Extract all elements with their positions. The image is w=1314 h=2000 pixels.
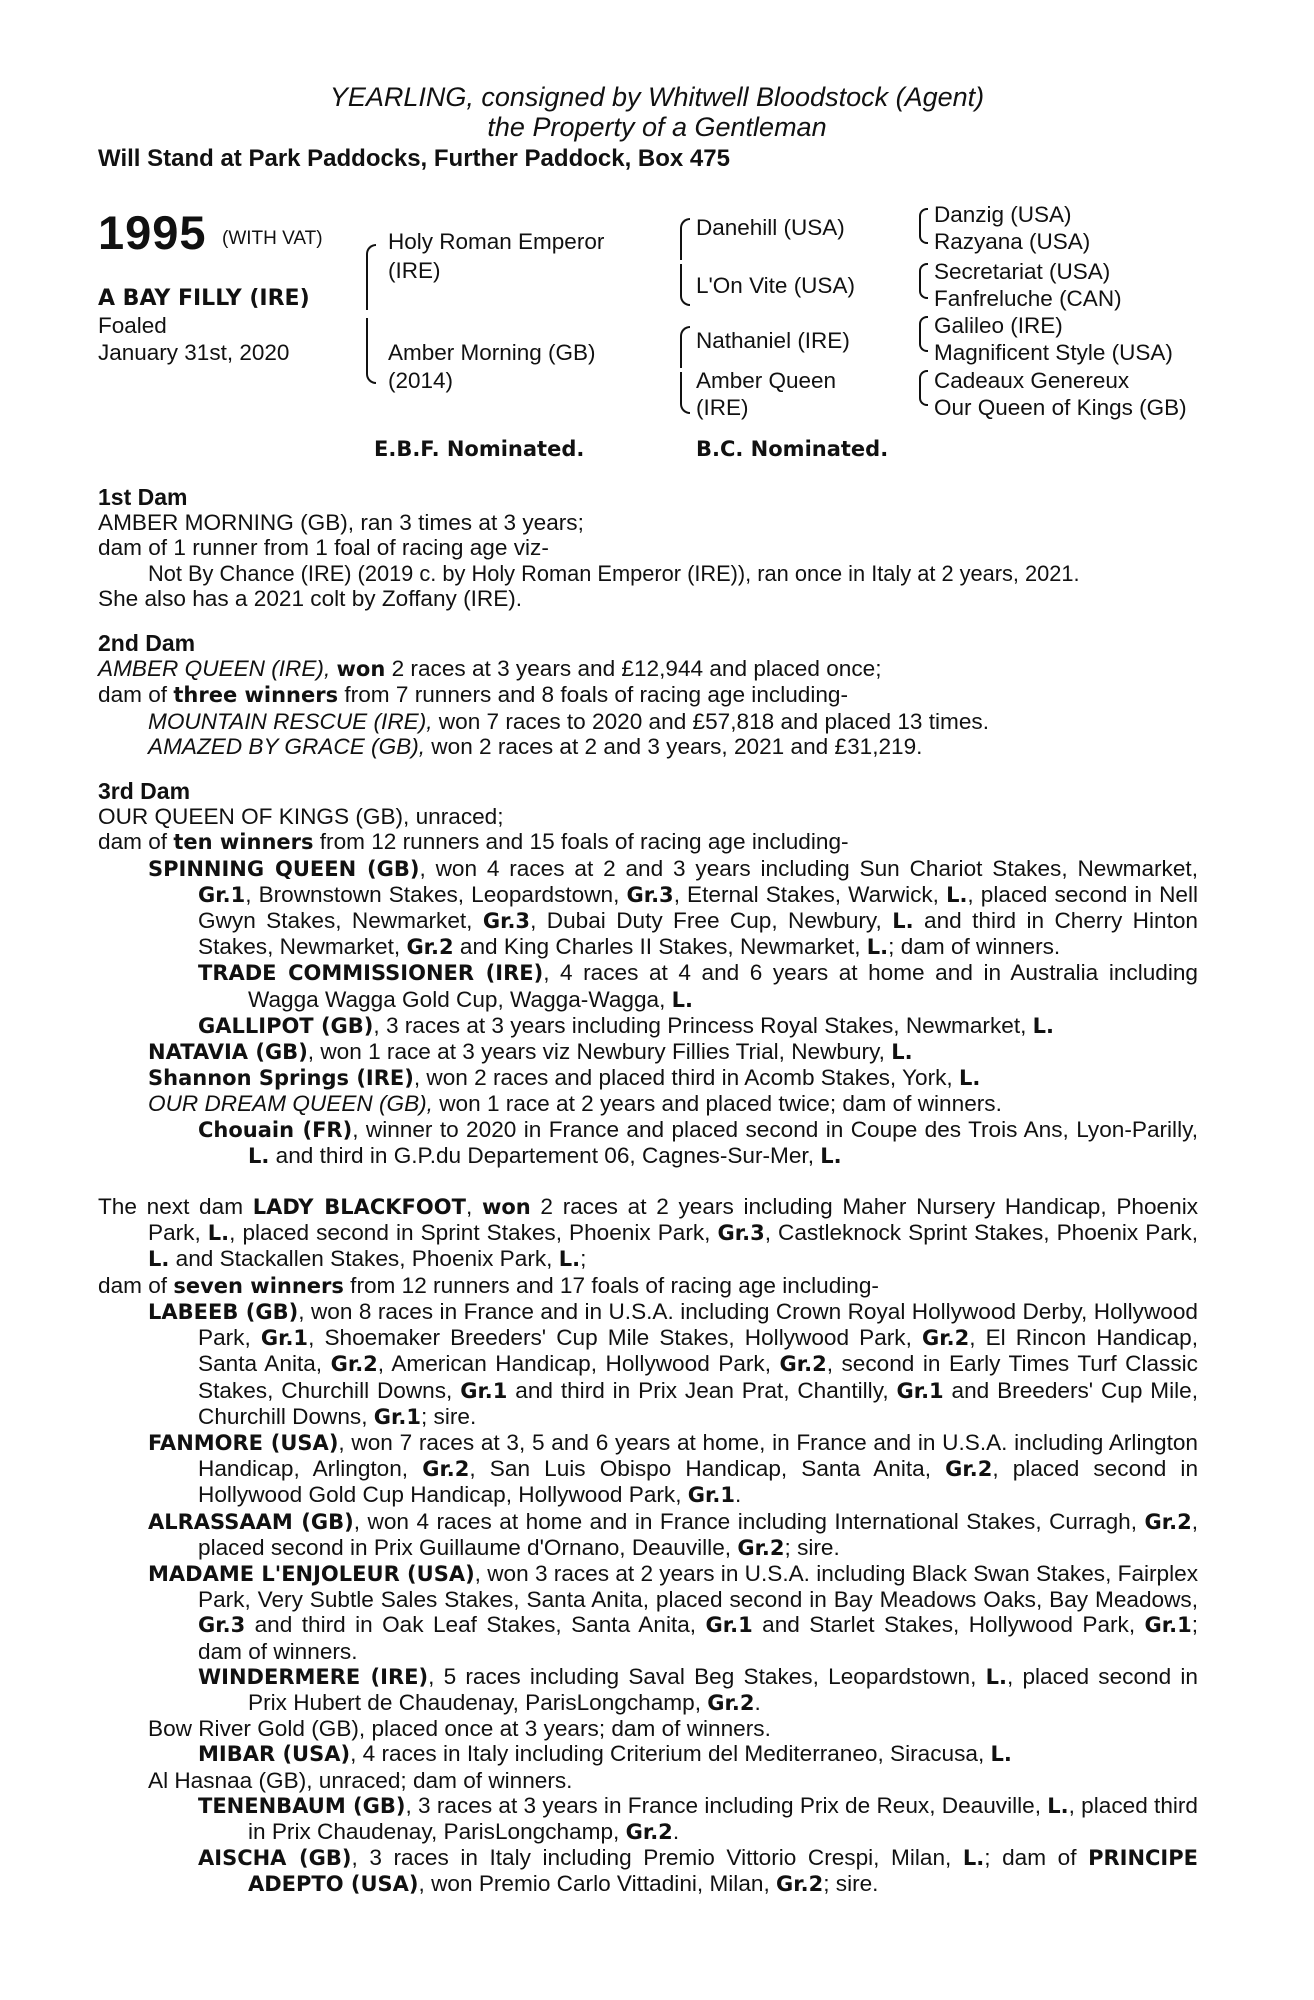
pedigree-bracket-bottom	[366, 318, 376, 384]
foaled-label: Foaled	[98, 313, 167, 338]
second-dam-progeny: AMAZED BY GRACE (GB), won 2 races at 2 and 3 years, 2021 and £31,219.	[148, 733, 923, 759]
progeny-al-hasnaa: Al Hasnaa (GB), unraced; dam of winners.	[148, 1767, 573, 1793]
dam-bracket-bottom	[680, 372, 690, 414]
third-dam-produce: dam of ten winners from 12 runners and 15 foals of racing age including-	[98, 829, 849, 855]
next-dam-line: The next dam LADY BLACKFOOT, won 2 races at 2 years including Maher Nursery Handicap, Phoenix Park, L., placed second in Sprint Stakes, Phoenix Park, Gr.3, Castleknock Sprint Stakes, Phoenix Park, L. and Stackallen Stakes, Phoenix Park, L.;	[98, 1194, 1199, 1272]
first-dam-heading: 1st Dam	[98, 484, 188, 510]
second-dam-progeny: MOUNTAIN RESCUE (IRE), won 7 races to 2020 and £57,818 and placed 13 times.	[148, 708, 989, 734]
sire-bracket-top	[680, 218, 690, 260]
sire-bracket-bottom	[680, 264, 690, 306]
ebf-nominated: E.B.F. Nominated.	[374, 437, 585, 461]
vat-note: (WITH VAT)	[222, 228, 323, 249]
stand-location: Will Stand at Park Paddocks, Further Paddock, Box 475	[98, 145, 730, 172]
g3-bracket-2b	[919, 281, 928, 299]
progeny-tenenbaum: TENENBAUM (GB), 3 races at 3 years in France including Prix de Reux, Deauville, L., placed third in Prix Chaudenay, ParisLongchamp, Gr.2.	[198, 1792, 1198, 1844]
progeny-our-dream-queen: OUR DREAM QUEEN (GB), won 1 race at 2 years and placed twice; dam of winners.	[148, 1091, 1002, 1117]
foaled-date: January 31st, 2020	[98, 340, 290, 365]
dam-year: (2014)	[388, 368, 454, 393]
sire-country: (IRE)	[388, 258, 441, 283]
g3-bracket-1a	[919, 208, 928, 226]
g3-danzig: Danzig (USA)	[934, 202, 1072, 227]
progeny-fanmore: FANMORE (USA), won 7 races at 3, 5 and 6 years at home, in France and in U.S.A. including Arlington Handicap, Arlington, Gr.2, San Luis Obispo Handicap, Santa Anita, Gr.2, placed second in Hollywood Gold Cup Handicap, Hollywood Park, Gr.1.	[148, 1429, 1199, 1508]
progeny-shannon-springs: Shannon Springs (IRE), won 2 races and placed third in Acomb Stakes, York, L.	[148, 1065, 981, 1091]
g3-secretariat: Secretariat (USA)	[934, 259, 1111, 284]
g3-magnificent-style: Magnificent Style (USA)	[934, 340, 1173, 365]
progeny-labeeb: LABEEB (GB), won 8 races in France and in U.S.A. including Crown Royal Hollywood Derby, Hollywood Park, Gr.1, Shoemaker Breeders' Cup Mile Stakes, Hollywood Park, Gr.2, El Rincon Handicap, Santa Anita, Gr.2, American Handicap, Hollywood Park, Gr.2, second in Early Times Turf Classic Stakes, Churchill Downs, Gr.1 and third in Prix Jean Prat, Chantilly, Gr.1 and Breeders' Cup Mile, Churchill Downs, Gr.1; sire.	[148, 1298, 1198, 1429]
progeny-natavia: NATAVIA (GB), won 1 race at 3 years viz Newbury Fillies Trial, Newbury, L.	[148, 1039, 913, 1065]
sire-dam: L'On Vite (USA)	[696, 273, 855, 298]
progeny-bow-river-gold: Bow River Gold (GB), placed once at 3 years; dam of winners.	[148, 1716, 771, 1742]
second-dam-heading: 2nd Dam	[98, 630, 196, 657]
progeny-gallipot: GALLIPOT (GB), 3 races at 3 years including Princess Royal Stakes, Newmarket, L.	[198, 1012, 1055, 1038]
progeny-spinning-queen: SPINNING QUEEN (GB), won 4 races at 2 and 3 years including Sun Chariot Stakes, Newmarket, Gr.1, Brownstown Stakes, Leopardstown, Gr.3, Eternal Stakes, Warwick, L., placed second in Nell Gwyn Stakes, Newmarket, Gr.3, Dubai Duty Free Cup, Newbury, L. and third in Cherry Hinton Stakes, Newmarket, Gr.2 and King Charles II Stakes, Newmarket, L.; dam of winners.	[148, 855, 1199, 960]
lot-number: 1995	[98, 206, 207, 259]
progeny-trade-commissioner: TRADE COMMISSIONER (IRE), 4 races at 4 and 6 years at home and in Australia including Wagga Wagga Gold Cup, Wagga-Wagga, L.	[198, 960, 1198, 1012]
first-dam-line: AMBER MORNING (GB), ran 3 times at 3 years;	[98, 510, 584, 536]
catalogue-body	[98, 485, 1198, 1898]
progeny-aischa: AISCHA (GB), 3 races in Italy including Premio Vittorio Crespi, Milan, L.; dam of PRINCIPE ADEPTO (USA), won Premio Carlo Vittadini, Milan, Gr.2; sire.	[198, 1845, 1198, 1897]
bc-nominated: B.C. Nominated.	[696, 437, 889, 461]
g3-razyana: Razyana (USA)	[934, 229, 1091, 254]
pedigree-bracket-top	[366, 244, 376, 310]
g3-bracket-2a	[919, 263, 928, 281]
sire-sire: Danehill (USA)	[696, 215, 845, 240]
second-dam-produce: dam of three winners from 7 runners and 8 foals of racing age including-	[98, 682, 849, 708]
progeny-alrassaam: ALRASSAAM (GB), won 4 races at home and in France including International Stakes, Curragh, Gr.2, placed second in Prix Guillaume d'Ornano, Deauville, Gr.2; sire.	[148, 1508, 1199, 1560]
progeny-chouain: Chouain (FR), winner to 2020 in France and placed second in Coupe des Trois Ans, Lyon-Parilly, L. and third in G.P.du Departement 06, Cagnes-Sur-Mer, L.	[198, 1116, 1198, 1168]
third-dam-line: OUR QUEEN OF KINGS (GB), unraced;	[98, 804, 504, 830]
first-dam-produce: dam of 1 runner from 1 foal of racing age viz-	[98, 535, 549, 561]
sire-name: Holy Roman Emperor	[388, 229, 605, 254]
g3-bracket-1b	[919, 226, 928, 244]
dam-dam-name: Amber Queen	[696, 368, 837, 393]
property-line: the Property of a Gentleman	[487, 112, 827, 142]
dam-dam-country: (IRE)	[696, 395, 749, 420]
next-dam-produce: dam of seven winners from 12 runners and 17 foals of racing age including-	[98, 1272, 879, 1298]
g3-fanfreluche: Fanfreluche (CAN)	[934, 286, 1122, 311]
lot-description: A BAY FILLY (IRE)	[98, 286, 310, 311]
g3-cadeaux-genereux: Cadeaux Genereux	[934, 368, 1130, 393]
progeny-madame-lenjoleur: MADAME L'ENJOLEUR (USA), won 3 races at 2 years in U.S.A. including Black Swan Stakes, Fairplex Park, Very Subtle Sales Stakes, Santa Anita, placed second in Bay Meadows Oaks, Bay Meadows, Gr.3 and third in Oak Leaf Stakes, Santa Anita, Gr.1 and Starlet Stakes, Hollywood Park, Gr.1; dam of winners.	[148, 1560, 1199, 1664]
g3-bracket-4a	[919, 370, 928, 388]
g3-bracket-3a	[919, 316, 928, 334]
progeny-mibar: MIBAR (USA), 4 races in Italy including Criterium del Mediterraneo, Siracusa, L.	[198, 1741, 1012, 1767]
consignor-line: YEARLING, consigned by Whitwell Bloodstock (Agent)	[329, 82, 985, 112]
progeny-windermere: WINDERMERE (IRE), 5 races including Saval Beg Stakes, Leopardstown, L., placed second in Prix Hubert de Chaudenay, ParisLongchamp, Gr.2.	[198, 1663, 1198, 1715]
first-dam-note: She also has a 2021 colt by Zoffany (IRE).	[98, 585, 523, 611]
g3-bracket-3b	[919, 334, 928, 352]
dam-bracket-top	[680, 326, 690, 368]
g3-galileo: Galileo (IRE)	[934, 313, 1063, 338]
first-dam-runner: Not By Chance (IRE) (2019 c. by Holy Roman Emperor (IRE)), ran once in Italy at 2 years, 2021.	[148, 560, 1080, 586]
g3-bracket-4b	[919, 388, 928, 406]
second-dam-line: AMBER QUEEN (IRE), won 2 races at 3 years and £12,944 and placed once;	[98, 656, 882, 682]
third-dam-heading: 3rd Dam	[98, 778, 191, 805]
dam-name: Amber Morning (GB)	[388, 340, 596, 365]
dam-sire: Nathaniel (IRE)	[696, 328, 850, 353]
g3-our-queen-of-kings: Our Queen of Kings (GB)	[934, 395, 1187, 420]
